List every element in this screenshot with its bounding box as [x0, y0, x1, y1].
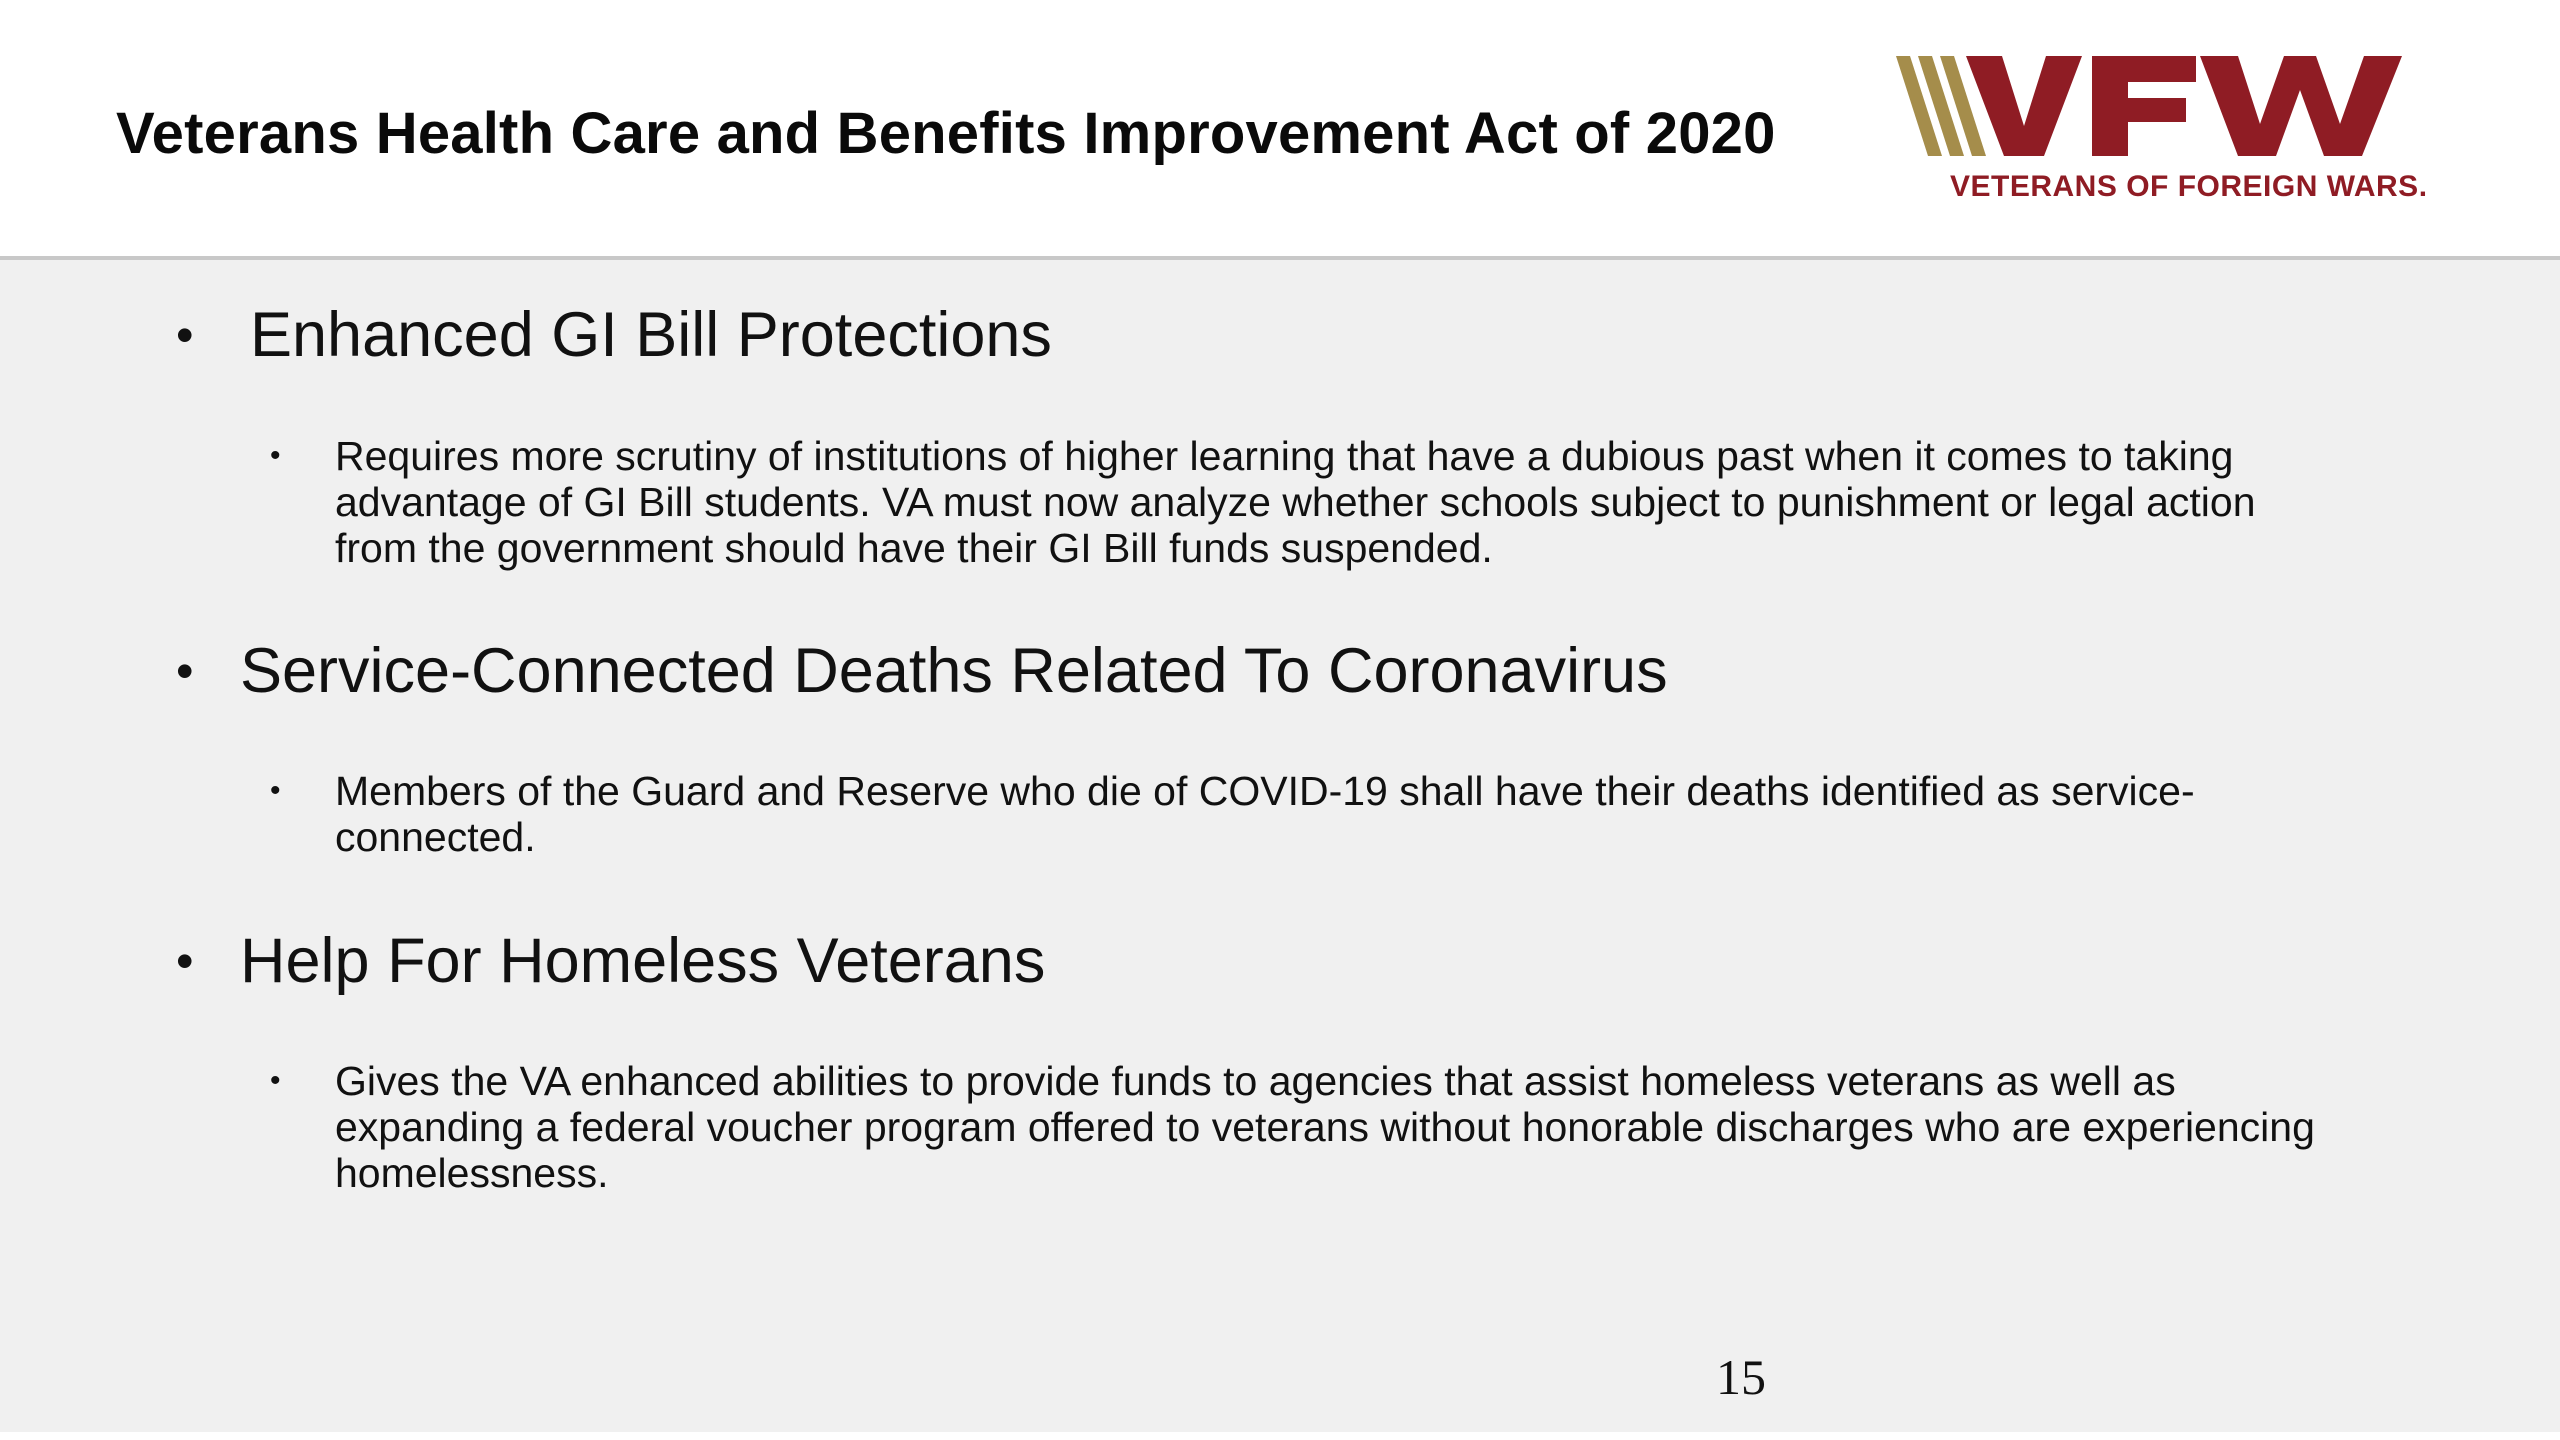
section-heading-text: Service-Connected Deaths Related To Coronavirus	[240, 636, 1668, 706]
bullet-icon: •	[176, 643, 194, 699]
section-detail-text: Gives the VA enhanced abilities to provide funds to agencies that assist homeless veterans as well as expanding a federal voucher program offered to veterans without honorable discharges who are experiencing homelessness.	[335, 1058, 2315, 1196]
sub-bullet-icon: •	[270, 439, 281, 472]
bottom-edge	[0, 1432, 2560, 1440]
section-heading-text: Enhanced GI Bill Protections	[250, 300, 1052, 370]
page-number: 15	[1716, 1349, 1766, 1405]
vfw-logo-mark	[1896, 52, 2458, 162]
vfw-logo-caption: VETERANS OF FOREIGN WARS.	[1950, 170, 2428, 203]
sub-bullet-icon: •	[270, 1064, 281, 1097]
bullet-icon: •	[176, 933, 194, 989]
slide-header	[0, 0, 2560, 256]
section-heading-text: Help For Homeless Veterans	[240, 926, 1046, 996]
vfw-logo	[1896, 52, 2458, 212]
bullet-icon: •	[176, 307, 194, 363]
sub-bullet-icon: •	[270, 774, 281, 807]
slide-title: Veterans Health Care and Benefits Improvement Act of 2020	[116, 101, 1776, 166]
section-detail-text: Requires more scrutiny of institutions of higher learning that have a dubious past when it comes to taking advantage of GI Bill students. VA must now analyze whether schools subject to punishment or legal action from the government should have their GI Bill funds suspended.	[335, 433, 2256, 571]
section-detail-text: Members of the Guard and Reserve who die of COVID-19 shall have their deaths identified as service-connected.	[335, 768, 2195, 860]
slide-body	[0, 260, 2560, 1440]
